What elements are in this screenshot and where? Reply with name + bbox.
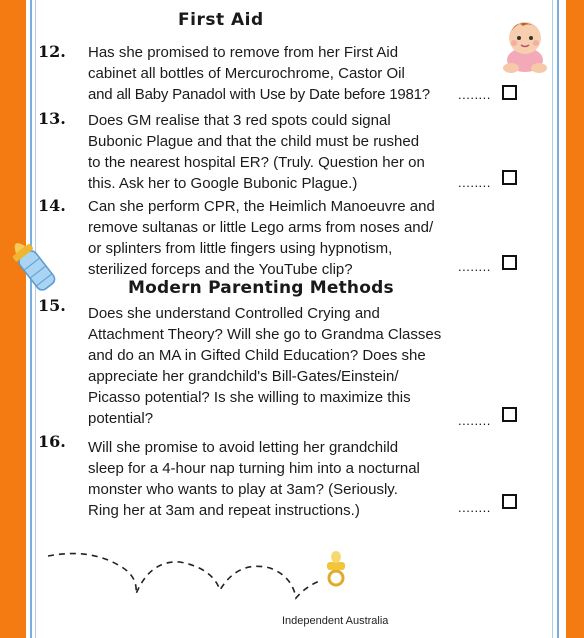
item-line: or splinters from little fingers using hypnotism, xyxy=(88,240,393,257)
item-line: to the nearest hospital ER? (Truly. Question her on xyxy=(88,154,425,171)
item-number: 14. xyxy=(38,196,66,215)
item-line: appreciate her grandchild's Bill-Gates/Einstein/ xyxy=(88,368,399,385)
item-line: and do an MA in Gifted Child Education? Does she xyxy=(88,347,426,364)
baby-icon xyxy=(503,22,547,73)
item-line: Attachment Theory? Will she go to Grandma Classes xyxy=(88,326,442,343)
item-number: 16. xyxy=(38,432,66,451)
leader-dots: ........ xyxy=(458,175,491,190)
baby-bottle-icon xyxy=(7,237,58,293)
item-line: monster who wants to play at 3am? (Seriously. xyxy=(88,481,398,498)
item-line: remove sultanas or little Lego arms from noses and/ xyxy=(88,219,434,236)
item-line: and all Baby Panadol with Use by Date before 1981? xyxy=(88,86,430,103)
item-line: Picasso potential? Is she willing to maximize this xyxy=(88,389,411,406)
leader-dots: ........ xyxy=(458,500,491,515)
item-line: Has she promised to remove from her First Aid xyxy=(88,44,399,61)
footer-credit: Independent Australia xyxy=(282,615,389,627)
item-line: Does she understand Controlled Crying and xyxy=(88,305,380,322)
section-heading-modern-parenting: Modern Parenting Methods xyxy=(128,278,394,298)
leader-dots: ........ xyxy=(458,87,491,102)
item-line: sleep for a 4-hour nap turning him into a nocturnal xyxy=(88,460,420,477)
item-line: this. Ask her to Google Bubonic Plague.) xyxy=(88,175,358,192)
leader-dots: ........ xyxy=(458,413,491,428)
item-line: Does GM realise that 3 red spots could signal xyxy=(88,112,391,129)
item-line: Can she perform CPR, the Heimlich Manoeuvre and xyxy=(88,198,435,215)
section-heading-first-aid: First Aid xyxy=(178,10,264,30)
item-line: sterilized forceps and the YouTube clip? xyxy=(88,261,353,278)
item-number: 12. xyxy=(38,42,66,61)
item-number: 13. xyxy=(38,109,66,128)
item-number: 15. xyxy=(38,296,66,315)
item-line: cabinet all bottles of Mercurochrome, Castor Oil xyxy=(88,65,405,82)
item-line: Ring her at 3am and repeat instructions.) xyxy=(88,502,360,519)
pacifier-icon xyxy=(327,551,345,585)
item-line: Bubonic Plague and that the child must be rushed xyxy=(88,133,420,150)
item-line: Will she promise to avoid letting her grandchild xyxy=(88,439,399,456)
leader-dots: ........ xyxy=(458,259,491,274)
item-line: potential? xyxy=(88,410,154,427)
dashed-bounce-path xyxy=(48,554,322,598)
